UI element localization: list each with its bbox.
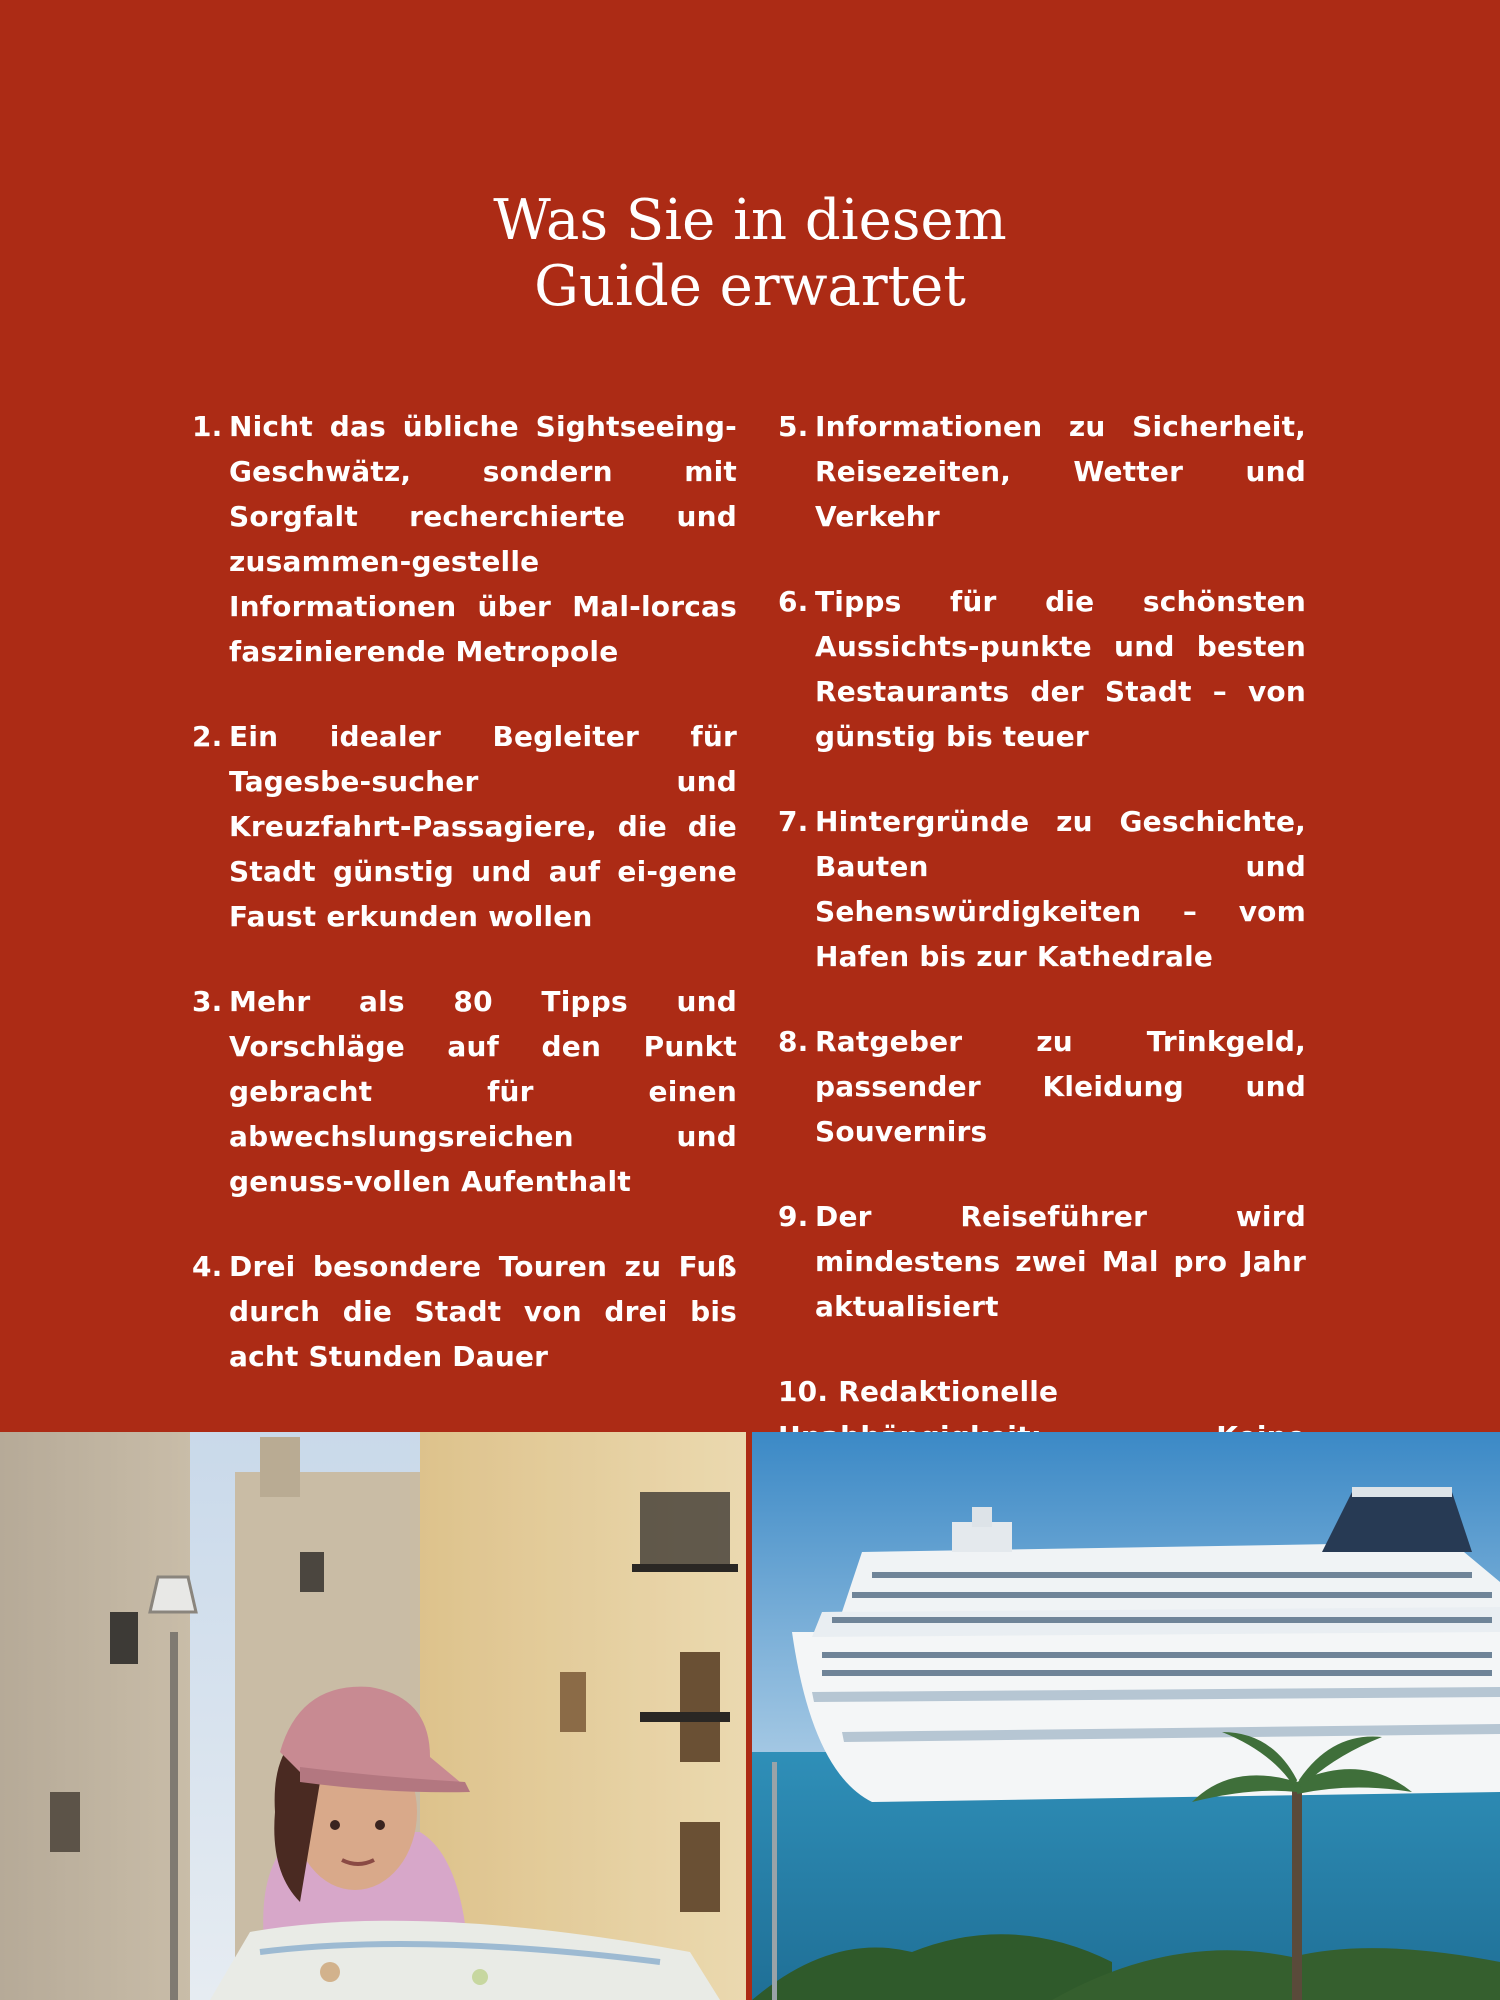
- list-item: [778, 1019, 1306, 1154]
- feature-list-right: [778, 404, 1306, 1589]
- item-number: 10.: [778, 1375, 829, 1408]
- photo-strip: [0, 1432, 1500, 2000]
- list-item: [778, 1194, 1306, 1329]
- list-item: [192, 714, 737, 939]
- item-text: Der Reiseführer wird mindestens zwei Mal pro Jahr aktualisiert: [815, 1200, 1306, 1323]
- cruise-ship-image: [752, 1432, 1500, 2000]
- title-line-2: Guide erwartet: [534, 254, 966, 319]
- item-number: 9.: [778, 1200, 809, 1233]
- item-text: Nicht das übliche Sightseeing-Geschwätz, sondern mit Sorgfalt recherchierte und zusammen-gestelle Informationen über Mal-lorcas faszinierende Metropole: [229, 410, 737, 668]
- item-number: 3.: [192, 985, 223, 1018]
- feature-list-left: [192, 404, 737, 1419]
- tourist-in-old-town-image: [0, 1432, 746, 2000]
- item-text: Ratgeber zu Trinkgeld, passender Kleidung und Souvernirs: [815, 1025, 1306, 1148]
- item-number: 8.: [778, 1025, 809, 1058]
- item-text: Tipps für die schönsten Aussichts-punkte und besten Restaurants der Stadt – von günstig bis teuer: [815, 585, 1306, 753]
- cruise-ship-photo: [752, 1432, 1500, 2000]
- item-number: 1.: [192, 410, 223, 443]
- item-text: Informationen zu Sicherheit, Reisezeiten, Wetter und Verkehr: [815, 410, 1306, 533]
- item-number: 6.: [778, 585, 809, 618]
- item-number: 4.: [192, 1250, 223, 1283]
- item-text: Hintergründe zu Geschichte, Bauten und Sehenswürdigkeiten – vom Hafen bis zur Kathedrale: [815, 805, 1306, 973]
- item-text: Redaktionelle: [838, 1375, 1059, 1408]
- item-text: Drei besondere Touren zu Fuß durch die Stadt von drei bis acht Stunden Dauer: [229, 1250, 737, 1373]
- list-item: [778, 799, 1306, 979]
- item-text: Ein idealer Begleiter für Tagesbe-sucher und Kreuzfahrt-Passagiere, die die Stadt günstig und auf ei-gene Faust erkunden wollen: [229, 720, 737, 933]
- item-number: 7.: [778, 805, 809, 838]
- list-item: [778, 404, 1306, 539]
- list-item: [192, 1244, 737, 1379]
- list-item: [192, 979, 737, 1204]
- item-number: 5.: [778, 410, 809, 443]
- list-item: [192, 404, 737, 674]
- item-text: Mehr als 80 Tipps und Vorschläge auf den Punkt gebracht für einen abwechslungsreichen und genuss-vollen Aufenthalt: [229, 985, 737, 1198]
- item-number: 2.: [192, 720, 223, 753]
- list-item: [778, 579, 1306, 759]
- tourist-photo: [0, 1432, 746, 2000]
- page-title: [0, 188, 1500, 320]
- title-line-1: Was Sie in diesem: [493, 188, 1007, 253]
